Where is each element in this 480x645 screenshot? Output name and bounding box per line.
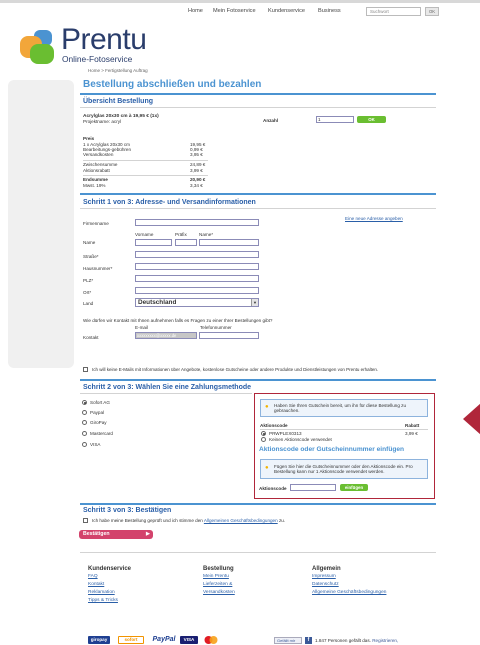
sofort-logo: sofort [118, 636, 144, 644]
voucher-title: Aktionscode oder Gutscheinnummer einfügen [259, 446, 405, 453]
terms-text: Ich habe meine Bestellung geprüft und ich stimme den [92, 518, 203, 523]
quantity-ok-button[interactable]: OK [357, 116, 386, 123]
divider [80, 393, 252, 394]
nav-kundenservice[interactable]: Kundenservice [268, 8, 306, 14]
facebook-count: 1.847 Personen gefällt das. [315, 638, 371, 643]
zip-label: PLZ* [83, 278, 94, 283]
voucher-panel [254, 393, 435, 499]
divider [83, 175, 208, 176]
terms-link[interactable]: Allgemeinen Geschäftsbedingungen [203, 518, 278, 523]
subtotal-label: Zwischensumme [83, 162, 118, 167]
code-option: PRWPLEX0313 [269, 431, 302, 436]
paypal-logo: PayPal [152, 636, 176, 643]
footer-link[interactable]: FAQ [88, 574, 98, 579]
payment-radio[interactable] [82, 410, 87, 415]
confirm-button[interactable] [79, 530, 153, 539]
email-col: E-mail [135, 325, 149, 330]
footer-link[interactable]: Mein Prentu [203, 574, 229, 579]
step1-title: Schritt 1 von 3: Adresse- und Versandinformationen [83, 199, 256, 206]
apply-code-button[interactable]: einfügen [340, 484, 368, 491]
contact-label: Kontakt [83, 335, 99, 340]
last-name-input[interactable] [199, 239, 259, 246]
facebook-like-button[interactable]: Gefällt mir [274, 637, 302, 644]
divider [80, 208, 436, 209]
footer-link[interactable]: Allgemeine Geschäftsbedingungen [312, 590, 387, 595]
terms-checkbox[interactable] [83, 518, 88, 523]
payment-label: VISA [90, 442, 101, 447]
section-divider [80, 193, 436, 195]
footer-link[interactable]: Lieferzeiten & [203, 582, 233, 587]
street-label: Straße* [83, 254, 99, 259]
last-name-col: Name* [199, 232, 214, 237]
house-number-input[interactable] [135, 263, 259, 270]
confirm-label: Bestätigen [83, 531, 110, 537]
phone-input[interactable] [199, 332, 259, 339]
divider [80, 552, 436, 553]
price-label: Preis [83, 136, 95, 141]
terms-suffix: zu. [278, 518, 286, 523]
prefix-col: Präfix [175, 232, 187, 237]
sidebar [8, 80, 74, 368]
brand-name[interactable]: Prentu [61, 23, 147, 56]
divider [80, 107, 436, 108]
search-button[interactable]: OK [425, 7, 439, 16]
city-input[interactable] [135, 287, 259, 294]
divider [83, 160, 208, 161]
vat-label: Mwst. 19% [83, 183, 106, 188]
contact-question: Wie dürfen wir Kontakt mit Ihnen aufnehmen falls es Fragen zu einer Ihrer Bestellungen gibt? [83, 318, 273, 323]
voucher-help: Fügen Sie hier die Gutscheinnummer oder den Aktionscode ein. Pro Bestellung kann nur 1 Aktionscode verwendet werden. [274, 464, 413, 475]
divider [260, 429, 428, 430]
street-input[interactable] [135, 251, 259, 258]
phone-col: Telefonnummer [200, 325, 232, 330]
section-divider [80, 379, 436, 381]
code-discount: 3,99 € [405, 431, 418, 436]
total-value: 20,90 € [190, 177, 206, 182]
payment-radio[interactable] [82, 442, 87, 447]
product-name: Acrylglas 20x30 cm à 19,95 € (1x) [83, 114, 159, 119]
newsletter-checkbox[interactable] [83, 367, 88, 372]
footer-link[interactable]: Impressum [312, 574, 336, 579]
first-name-col: Vorname [135, 232, 154, 237]
company-label: Firmenname [83, 221, 109, 226]
country-select[interactable] [135, 298, 259, 307]
nav-business[interactable]: Business [318, 8, 341, 14]
price-row-label: Bearbeitungs-gebühren [83, 147, 132, 152]
facebook-register-link[interactable]: Registrieren, [372, 638, 399, 643]
footer-link[interactable]: Kontakt [88, 582, 105, 587]
discount-value: 3,99 € [190, 168, 203, 173]
price-row-label: Versandkosten [83, 152, 114, 157]
search-input[interactable]: Suchwort [366, 7, 421, 16]
code-input[interactable] [290, 484, 336, 491]
country-value: Deutschland [138, 299, 177, 306]
visa-logo: VISA [180, 636, 198, 644]
first-name-input[interactable] [135, 239, 172, 246]
discount-col: Rabatt [405, 423, 420, 428]
price-row-value: 0,99 € [190, 147, 203, 152]
payment-radio[interactable] [82, 420, 87, 425]
breadcrumb[interactable]: Home > Fertigstellung Auftrag [88, 68, 148, 73]
voucher-note: Haben Sie Ihren Gutschein bereit, um ihn für diese Bestellung zu gebrauchen. [274, 403, 407, 414]
step2-title: Schritt 2 von 3: Wählen Sie eine Zahlungsmethode [83, 384, 252, 391]
overview-title: Übersicht Bestellung [83, 98, 154, 105]
zip-input[interactable] [135, 275, 259, 282]
voucher-note-box [260, 399, 428, 417]
lightbulb-icon: ● [265, 465, 269, 471]
quantity-label: Anzahl [263, 118, 279, 123]
mastercard-logo [203, 636, 219, 644]
no-code-radio[interactable] [261, 437, 266, 442]
payment-label: Paypal [90, 410, 105, 415]
footer-col-title: Allgemein [312, 566, 341, 572]
project-name: Projektname: acryl [83, 119, 122, 124]
page-title: Bestellung abschließen und bezahlen [83, 79, 262, 90]
quantity-input[interactable]: 1 [316, 116, 354, 123]
nav-fotoservice[interactable]: Mein Fotoservice [213, 8, 256, 14]
company-input[interactable] [135, 219, 259, 226]
code-label: Aktionscode [259, 486, 287, 491]
new-address-link[interactable]: Eine neue Adresse angeben [345, 216, 403, 221]
price-row-value: 3,95 € [190, 152, 203, 157]
footer-link[interactable]: Reklamation [88, 590, 115, 595]
top-border [0, 0, 480, 3]
price-row-label: 1 x Acrylglas 20x30 cm [83, 142, 130, 147]
footer-col-title: Kundenservice [88, 566, 132, 572]
brand-subtitle: Online-Fotoservice [62, 54, 133, 64]
terms-label [92, 518, 285, 523]
no-code-option: Keinen Aktionscode verwendet [269, 437, 332, 442]
prefix-input[interactable] [175, 239, 197, 246]
chevron-down-icon[interactable]: ▼ [251, 299, 258, 306]
section-divider [80, 503, 436, 505]
vat-value: 3,34 € [190, 183, 203, 188]
code-radio[interactable] [261, 431, 266, 436]
title-divider [80, 93, 436, 95]
prentu-logo-icon[interactable] [16, 26, 58, 68]
code-col: Aktionscode [260, 423, 288, 428]
price-row-value: 19,95 € [190, 142, 206, 147]
country-label: Land [83, 301, 94, 306]
giropay-logo: giropay [88, 636, 110, 644]
subtotal-value: 24,89 € [190, 162, 206, 167]
pointer-arrow-icon [463, 403, 480, 435]
payment-label: Mastercard [90, 431, 113, 436]
lightbulb-icon: ● [265, 404, 269, 410]
facebook-icon: f [305, 637, 312, 644]
newsletter-label: Ich will keine E-Mails mit Informationen über Angebote, kostenlose Gutscheine oder andere Produkte und Dienstleistungen von Prentu erhalten. [92, 367, 379, 372]
discount-label: Aktionsrabatt [83, 168, 110, 173]
step3-title: Schritt 3 von 3: Bestätigen [83, 507, 172, 514]
footer-link[interactable]: Datenschutz [312, 582, 339, 587]
facebook-text [315, 638, 398, 643]
footer-link[interactable]: Tipps & Tricks [88, 598, 118, 603]
payment-label: Sofort AG [90, 400, 110, 405]
footer-col-title: Bestellung [203, 566, 234, 572]
payment-radio[interactable] [82, 400, 87, 405]
payment-radio[interactable] [82, 431, 87, 436]
city-label: Ort* [83, 290, 92, 295]
payment-label: GiroPay [90, 420, 107, 425]
footer-link[interactable]: Versandkosten [203, 590, 235, 595]
total-label: Endsumme [83, 177, 108, 182]
name-label: Name [83, 240, 96, 245]
email-input[interactable]: xxxxxxxxx@xxxxx.de [135, 332, 197, 339]
house-number-label: Hausnummer* [83, 266, 113, 271]
voucher-help-box [260, 459, 428, 479]
nav-home[interactable]: Home [188, 8, 203, 14]
chevron-right-icon: ▶ [146, 531, 150, 537]
